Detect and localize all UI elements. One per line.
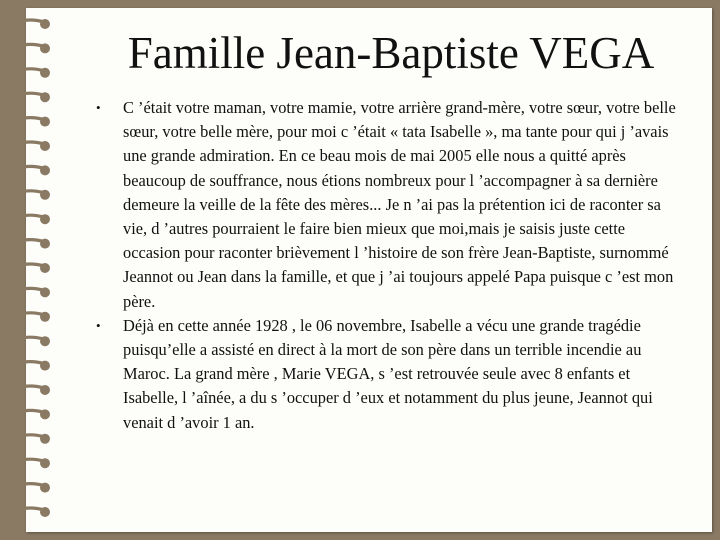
binding-hole — [40, 239, 50, 249]
binding-hole — [40, 287, 50, 297]
spiral-ring — [4, 240, 44, 250]
bullet-dot-icon: • — [96, 317, 101, 333]
spiral-ring — [4, 166, 44, 176]
binding-hole — [40, 361, 50, 371]
binding-hole — [40, 409, 50, 419]
slide-title: Famille Jean-Baptiste VEGA — [127, 28, 655, 78]
binding-hole — [40, 190, 50, 200]
binding-hole — [40, 214, 50, 224]
spiral-ring — [4, 386, 44, 396]
binding-hole — [40, 263, 50, 273]
spiral-ring — [4, 264, 44, 274]
binding-hole — [40, 165, 50, 175]
spiral-ring — [4, 215, 44, 225]
bullet-text-2: Déjà en cette année 1928 , le 06 novembre, Isabelle a vécu une grande tragédie puisqu’elle a assisté en direct à la mort de son père dans un terrible incendie au Maroc. La grand mère , Marie VEGA, s ’est retrouvée seule avec 8 enfants et Isabelle, l ’aînée, a du s ’occuper d ’eux et notamment du plus jeune, Jeannot qui venait d ’avoir 1 an. — [123, 315, 653, 432]
binding-hole — [40, 117, 50, 127]
spiral-ring — [4, 142, 44, 152]
binding-hole — [40, 312, 50, 322]
spiral-ring — [4, 69, 44, 79]
spiral-ring — [4, 410, 44, 420]
spiral-ring — [4, 508, 44, 518]
binding-hole — [40, 92, 50, 102]
spiral-ring — [4, 435, 44, 445]
bullet-item-1 — [96, 96, 680, 314]
binding-hole — [40, 336, 50, 346]
bullet-dot-icon: • — [96, 100, 101, 115]
binding-hole — [40, 434, 50, 444]
binding-hole — [40, 385, 50, 395]
spiral-ring — [4, 362, 44, 372]
binding-hole — [40, 507, 50, 517]
spiral-ring — [4, 288, 44, 298]
spiral-ring — [4, 459, 44, 469]
spiral-ring — [4, 191, 44, 201]
spiral-binding — [0, 10, 90, 530]
binding-hole — [40, 43, 50, 53]
binding-hole — [40, 141, 50, 151]
spiral-ring — [4, 313, 44, 323]
bullet-text-1: C ’était votre maman, votre mamie, votre arrière grand-mère, votre sœur, votre belle sœur, votre belle mère, pour moi c ’était « tata Isabelle », ma tante pour qui j ’avais une grande admiration. En ce beau mois de mai 2005 elle nous a quitté après beaucoup de souffrance, nous étions nombreux pour l ’accompagner à sa dernière demeure la veille de la fête des mères... Je n ’ai pas la prétention ici de raconter sa vie, d ’autres pourraient le faire bien mieux que moi,mais je saisis juste cette occasion pour raconter brièvement l ’histoire de son frère Jean-Baptiste, surnommé Jeannot ou Jean dans la famille, et que j ’ai toujours appelé Papa puisque c ’est mon père. — [123, 98, 676, 311]
spiral-ring — [4, 484, 44, 494]
binding-hole — [40, 458, 50, 468]
spiral-ring — [4, 337, 44, 347]
spiral-ring — [4, 44, 44, 54]
bullet-item-2 — [96, 314, 680, 435]
binding-hole — [40, 19, 50, 29]
slide-content — [96, 96, 680, 435]
binding-hole — [40, 68, 50, 78]
spiral-ring — [4, 20, 44, 30]
spiral-ring — [4, 118, 44, 128]
spiral-ring — [4, 93, 44, 103]
binding-hole — [40, 483, 50, 493]
